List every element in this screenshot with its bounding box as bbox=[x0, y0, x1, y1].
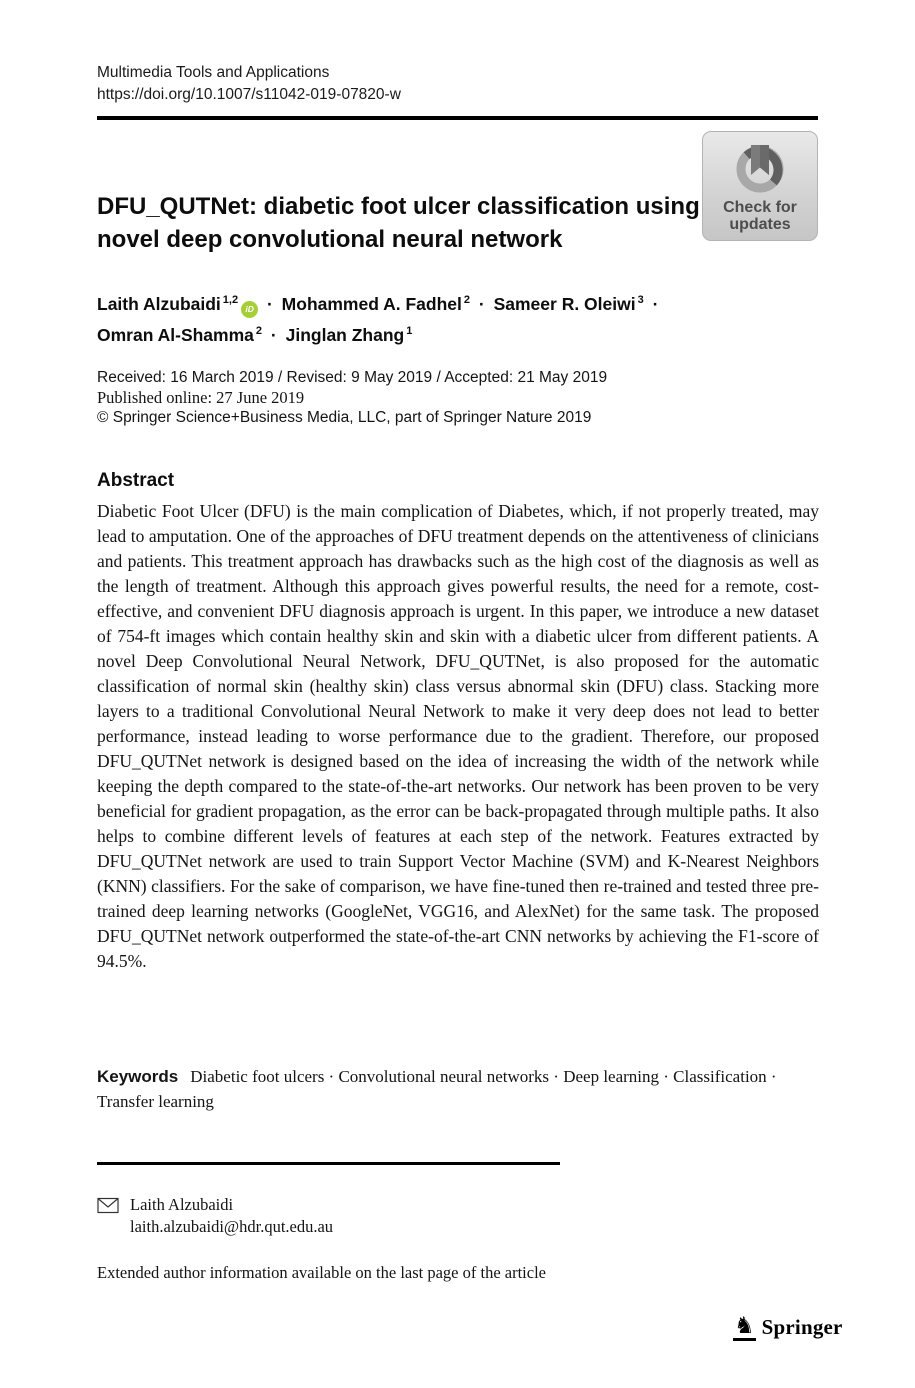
extended-author-info-note: Extended author information available on the last page of the article bbox=[97, 1263, 546, 1282]
badge-text-line1: Check for bbox=[723, 199, 797, 216]
journal-name: Multimedia Tools and Applications bbox=[97, 64, 330, 81]
publication-history bbox=[97, 368, 797, 428]
keywords-line bbox=[97, 1064, 819, 1114]
author-name: Laith Alzubaidi $^{1,2}$ bbox=[97, 293, 239, 314]
author-affiliation-sup: 2 bbox=[255, 324, 263, 337]
author-affiliation-sup: 3 bbox=[637, 294, 644, 306]
journal-header bbox=[97, 62, 401, 106]
keywords-list: Diabetic foot ulcers · Convolutional neural networks · Deep learning · Classification · Transfer learning bbox=[97, 1067, 777, 1111]
correspondence-block bbox=[97, 1194, 333, 1238]
author-affiliation-sup: 2 bbox=[463, 294, 471, 306]
author-separator: · bbox=[652, 293, 659, 314]
author-name: Mohammed A. Fadhel $^2$ bbox=[281, 293, 471, 314]
author-separator: · bbox=[478, 293, 485, 314]
author-separator: · bbox=[266, 293, 273, 314]
doi-link[interactable]: https://doi.org/10.1007/s11042-019-07820-w bbox=[97, 86, 401, 103]
badge-text-line2: updates bbox=[729, 216, 791, 233]
author-separator: · bbox=[270, 324, 277, 345]
orcid-icon[interactable]: iD bbox=[241, 301, 258, 318]
copyright-line: © Springer Science+Business Media, LLC, part of Springer Nature 2019 bbox=[97, 409, 592, 426]
springer-logo bbox=[733, 1314, 843, 1341]
springer-knight-icon: ♞ bbox=[733, 1314, 756, 1341]
abstract-text: Diabetic Foot Ulcer (DFU) is the main complication of Diabetes, which, if not properly treated, may lead to amputation. One of the approaches of DFU treatment depends on the attentiveness of clinicians and patients. This treatment approach has drawbacks such as the high cost of the diagnosis as well as the length of treatment. Although this approach gives powerful results, the need for a remote, cost-effective, and convenient DFU diagnosis approach is urgent. In this paper, we introduce a new dataset of 754-ft images which contain healthy skin and skin with a diabetic ulcer from different patients. A novel Deep Convolutional Neural Network, DFU_QUTNet, is also proposed for the automatic classification of normal skin (healthy skin) class versus abnormal skin (DFU) class. Stacking more layers to a traditional Convolutional Neural Network to make it very deep does not lead to better performance, instead leading to worse performance due to the gradient. Therefore, our proposed DFU_QUTNet network is designed based on the idea of increasing the width of the network while keeping the depth compared to the state-of-the-art networks. Our network has been proven to be very beneficial for gradient propagation, as the error can be back-propagated through multiple paths. It also helps to combine different levels of features at each step of the network. Features extracted by DFU_QUTNet network are used to train Support Vector Machine (SVM) and K-Nearest Neighbors (KNN) classifiers. For the sake of comparison, we have fine-tuned then re-trained and tested three pre-trained deep learning networks (GoogleNet, VGG16, and AlexNet) for the same task. The proposed DFU_QUTNet network outperformed the state-of-the-art CNN networks by achieving the F1-score of 94.5%. bbox=[97, 501, 819, 971]
author-affiliation-sup: 1 bbox=[406, 324, 413, 337]
article-title: DFU_QUTNet: diabetic foot ulcer classification using novel deep convolutional neural network bbox=[97, 193, 700, 253]
author-affiliation-sup: 1,2 bbox=[222, 294, 239, 306]
footnote-rule bbox=[97, 1162, 560, 1165]
received-revised-accepted: Received: 16 March 2019 / Revised: 9 May 2019 / Accepted: 21 May 2019 bbox=[97, 369, 608, 386]
author-name: Jinglan Zhang $^1$ bbox=[285, 324, 413, 345]
abstract-heading: Abstract bbox=[97, 470, 175, 491]
corresponding-author-name: Laith Alzubaidi bbox=[130, 1195, 234, 1214]
author-name: Sameer R. Oleiwi $^3$ bbox=[493, 293, 644, 314]
springer-wordmark: Springer bbox=[761, 1315, 843, 1339]
authors-line bbox=[97, 287, 797, 349]
abstract-section bbox=[97, 470, 819, 974]
published-online: Published online: 27 June 2019 bbox=[97, 388, 305, 407]
header-rule bbox=[97, 116, 818, 120]
keywords-heading: Keywords bbox=[97, 1067, 179, 1086]
corresponding-author-email[interactable]: laith.alzubaidi@hdr.qut.edu.au bbox=[130, 1217, 334, 1236]
author-name: Omran Al-Shamma $^2$ bbox=[97, 324, 263, 345]
envelope-icon bbox=[97, 1194, 130, 1238]
